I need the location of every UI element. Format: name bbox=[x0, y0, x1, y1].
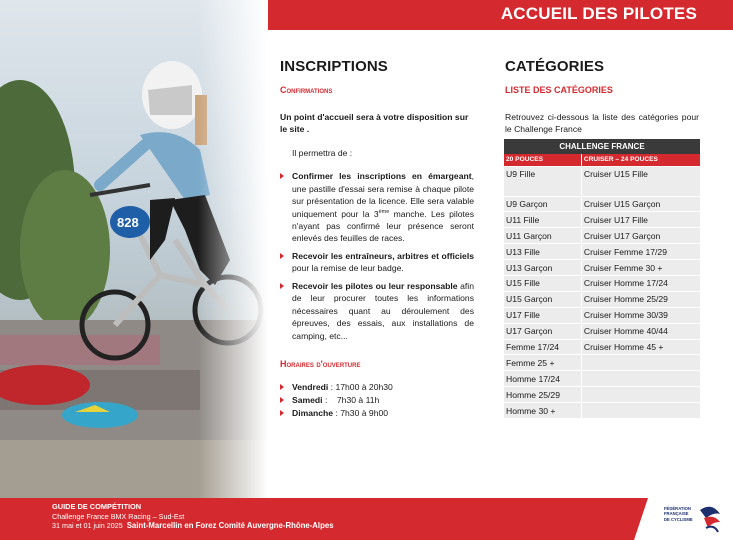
table-cell-cruiser: Cruiser Homme 45 + bbox=[581, 339, 700, 355]
hours-day: Vendredi bbox=[292, 382, 329, 393]
table-cell-20-pouces: Femme 25 + bbox=[504, 355, 581, 371]
table-cell-cruiser: Cruiser U17 Garçon bbox=[581, 228, 700, 244]
inscriptions-bullet-list bbox=[280, 170, 474, 342]
table-cell-20-pouces: U15 Fille bbox=[504, 275, 581, 291]
table-cell-20-pouces: Femme 17/24 bbox=[504, 339, 581, 355]
table-cell-20-pouces: U11 Fille bbox=[504, 212, 581, 228]
hours-day: Samedi bbox=[292, 394, 323, 405]
bullet-bold-text: Recevoir les pilotes ou leur responsable bbox=[292, 280, 458, 291]
table-cell-cruiser: Cruiser Femme 30 + bbox=[581, 260, 700, 276]
table-row bbox=[504, 291, 700, 307]
bullet-bold-text: Confirmer les inscriptions en émargeant bbox=[292, 171, 472, 182]
table-cell-cruiser: Cruiser Homme 17/24 bbox=[581, 275, 700, 291]
list-item bbox=[280, 381, 474, 394]
bmx-rider-photo bbox=[0, 0, 268, 498]
page-title: ACCUEIL DES PILOTES bbox=[500, 4, 697, 23]
inscriptions-column bbox=[280, 56, 474, 420]
table-cell-cruiser bbox=[581, 387, 700, 403]
table-cell-20-pouces: U11 Garçon bbox=[504, 228, 581, 244]
logo-swoosh-icon bbox=[700, 507, 720, 518]
ffc-logo bbox=[660, 500, 726, 538]
table-cell-20-pouces: U9 Fille bbox=[504, 166, 581, 196]
table-cell-cruiser bbox=[581, 403, 700, 419]
table-cell-cruiser: Cruiser Homme 40/44 bbox=[581, 323, 700, 339]
list-item bbox=[280, 407, 474, 420]
table-row bbox=[504, 244, 700, 260]
table-cell-cruiser: Cruiser U15 Garçon bbox=[581, 196, 700, 212]
bullet-text: pour la remise de leur badge. bbox=[292, 263, 404, 274]
table-cell-20-pouces: Homme 25/29 bbox=[504, 387, 581, 403]
photo-fade bbox=[198, 0, 268, 498]
footer-date: 31 mai et 01 juin 2025 bbox=[52, 521, 123, 531]
table-row bbox=[504, 323, 700, 339]
table-column-header: 20 POUCES bbox=[504, 154, 581, 166]
table-row bbox=[504, 228, 700, 244]
list-item bbox=[280, 280, 474, 342]
logo-text bbox=[664, 506, 693, 522]
bullet-text: manche. Les pilotes n'ayant pas confirmé leur présence seront enlevés des feuilles de races. bbox=[292, 208, 474, 244]
footer bbox=[0, 498, 733, 540]
table-cell-20-pouces: U17 Garçon bbox=[504, 323, 581, 339]
table-row bbox=[504, 196, 700, 212]
categories-table bbox=[504, 139, 700, 418]
table-main-header: CHALLENGE FRANCE bbox=[504, 139, 700, 154]
list-item bbox=[280, 394, 474, 407]
permettra-text: Il permettra de : bbox=[292, 147, 353, 158]
table-cell-20-pouces: Homme 30 + bbox=[504, 403, 581, 419]
table-cell-20-pouces: U9 Garçon bbox=[504, 196, 581, 212]
table-row bbox=[504, 212, 700, 228]
table-cell-cruiser: Cruiser Femme 17/29 bbox=[581, 244, 700, 260]
logo-line: FRANÇAISE bbox=[664, 511, 689, 517]
footer-text bbox=[52, 502, 334, 532]
logo-line: DE CYCLISME bbox=[664, 516, 693, 522]
confirmations-subheading: Confirmations bbox=[280, 84, 333, 95]
table-cell-cruiser: Cruiser U17 Fille bbox=[581, 212, 700, 228]
table-row bbox=[504, 260, 700, 276]
inscriptions-intro: Un point d'accueil sera à votre disposition sur le site . bbox=[280, 111, 469, 135]
rider-arm bbox=[100, 145, 145, 185]
hours-time: : 7h30 à 9h00 bbox=[333, 407, 389, 418]
table-row bbox=[504, 355, 700, 371]
table-row bbox=[504, 387, 700, 403]
footer-location: Saint-Marcellin en Forez Comité Auvergne-Rhône-Alpes bbox=[126, 521, 334, 531]
hours-time: : 17h00 à 20h30 bbox=[328, 382, 393, 393]
footer-event: Challenge France BMX Racing – Sud-Est bbox=[52, 511, 185, 521]
table-cell-20-pouces: U15 Garçon bbox=[504, 291, 581, 307]
umbrella-icon bbox=[62, 402, 138, 428]
table-row bbox=[504, 307, 700, 323]
inscriptions-heading: INSCRIPTIONS bbox=[280, 58, 388, 75]
rider-pants bbox=[150, 198, 175, 260]
table-cell-20-pouces: U17 Fille bbox=[504, 307, 581, 323]
table-column-header: CRUISER – 24 POUCES bbox=[581, 154, 700, 166]
table-cell-cruiser: Cruiser Homme 25/29 bbox=[581, 291, 700, 307]
table-row bbox=[504, 339, 700, 355]
horaires-heading: Horaires d'ouverture bbox=[280, 359, 361, 370]
plate-number: 828 bbox=[117, 215, 139, 230]
categories-intro: Retrouvez ci-dessous la liste des catégories pour le Challenge France bbox=[505, 111, 699, 135]
table-cell-cruiser bbox=[581, 355, 700, 371]
list-item bbox=[280, 170, 474, 245]
logo-swoosh-icon bbox=[706, 527, 718, 532]
table-row bbox=[504, 166, 700, 196]
logo-line: FÉDÉRATION bbox=[664, 506, 691, 511]
categories-subheading: LISTE DES CATÉGORIES bbox=[505, 84, 613, 95]
hours-list bbox=[280, 381, 474, 420]
ordinal-superscript: ème bbox=[378, 208, 390, 215]
table-cell-cruiser: Cruiser Homme 30/39 bbox=[581, 307, 700, 323]
table-cell-20-pouces: U13 Garçon bbox=[504, 260, 581, 276]
hours-day: Dimanche bbox=[292, 407, 334, 418]
hours-time: : 7h30 à 11h bbox=[322, 394, 380, 405]
bullet-text: , une pastille d'essai sera remise à chaque pilote sur présentation de la licence. Elle sera valable uniquement pour la 3 bbox=[292, 171, 474, 219]
table-cell-cruiser bbox=[581, 371, 700, 387]
list-item bbox=[280, 250, 474, 275]
table-row bbox=[504, 371, 700, 387]
table-row bbox=[504, 403, 700, 419]
table-body bbox=[504, 166, 700, 418]
helmet-visor bbox=[148, 85, 192, 115]
table-row bbox=[504, 275, 700, 291]
table-cell-20-pouces: Homme 17/24 bbox=[504, 371, 581, 387]
categories-heading: CATÉGORIES bbox=[505, 58, 605, 75]
footer-title: GUIDE DE COMPÉTITION bbox=[52, 502, 142, 511]
categories-column bbox=[505, 56, 699, 136]
bullet-text: afin de leur procurer toutes les informations nécessaires quant au déroulement des épreuves, des essais, aux installations de camping, etc... bbox=[292, 280, 474, 341]
table-cell-20-pouces: U13 Fille bbox=[504, 244, 581, 260]
table-cell-cruiser: Cruiser U15 Fille bbox=[581, 166, 700, 196]
bullet-bold-text: Recevoir les entraîneurs, arbitres et officiels bbox=[292, 250, 474, 261]
